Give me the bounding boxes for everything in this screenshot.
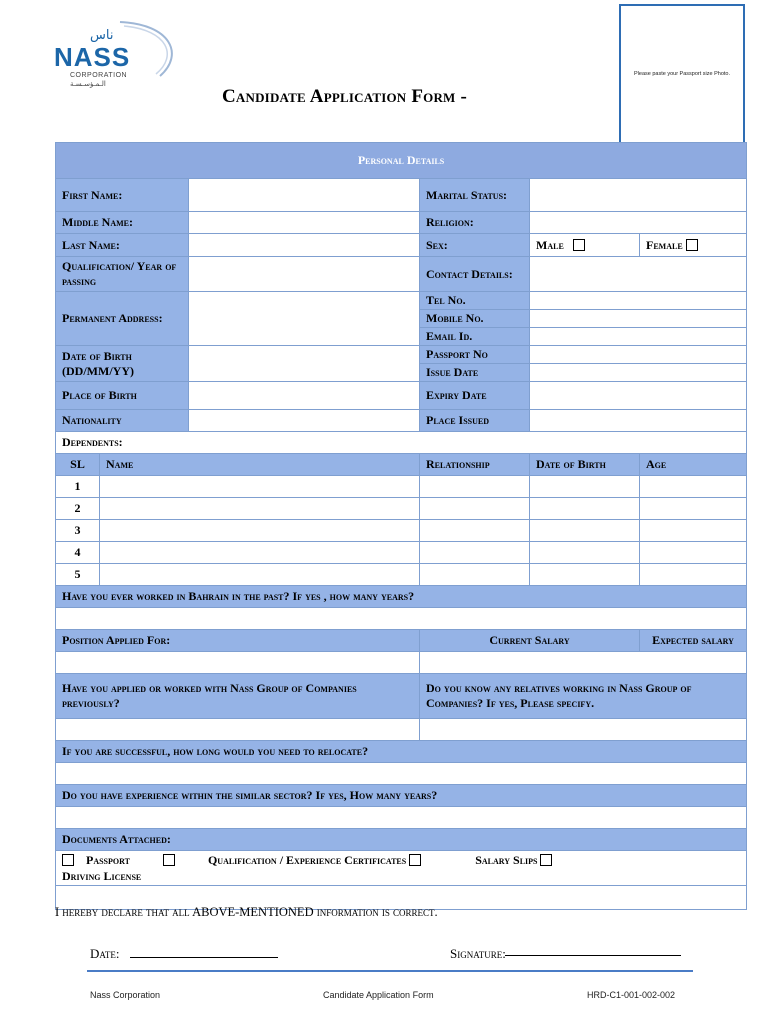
dependent-dob-field[interactable] (530, 476, 640, 498)
place-of-birth-field[interactable] (189, 382, 420, 410)
dependent-sl: 5 (56, 564, 100, 586)
row-address-tel (56, 292, 747, 310)
first-name-label: First Name: (56, 179, 189, 212)
col-header-sl: SL (56, 454, 100, 476)
date-signature-line[interactable] (130, 957, 278, 958)
nass-previous-question: Have you applied or worked with Nass Group of Companies previously? (56, 674, 420, 719)
photo-box[interactable] (619, 4, 745, 144)
row-nass-answers (56, 719, 747, 741)
bahrain-answer-field[interactable] (56, 608, 747, 630)
female-option[interactable] (640, 234, 747, 257)
dependent-name-field[interactable] (100, 498, 420, 520)
place-issued-field[interactable] (530, 410, 747, 432)
row-relocate-answer (56, 763, 747, 785)
row-dependents-label (56, 432, 747, 454)
date-label: Date: (90, 946, 120, 961)
logo-arabic-name: ناس (90, 28, 114, 43)
middle-name-label: Middle Name: (56, 212, 189, 234)
passport-no-field[interactable] (530, 346, 747, 364)
qualification-field[interactable] (189, 257, 420, 292)
middle-name-field[interactable] (189, 212, 420, 234)
religion-label: Religion: (420, 212, 530, 234)
col-header-dob: Date of Birth (530, 454, 640, 476)
dependent-age-field[interactable] (640, 542, 747, 564)
dependent-age-field[interactable] (640, 520, 747, 542)
personal-details-heading: Personal Details (56, 143, 747, 179)
expiry-date-field[interactable] (530, 382, 747, 410)
personal-details-header-row (56, 143, 747, 179)
qualification-doc-label: Qualification / Experience Certificates (207, 853, 407, 867)
documents-options (56, 851, 747, 886)
row-bahrain-question (56, 586, 747, 608)
row-last-name (56, 234, 747, 257)
passport-no-label: Passport No (420, 346, 530, 364)
email-label: Email Id. (420, 328, 530, 346)
email-field[interactable] (530, 328, 747, 346)
row-place-of-birth (56, 382, 747, 410)
form-title: Candidate Application Form - (222, 86, 467, 107)
footer-company: Nass Corporation (90, 990, 161, 1000)
sex-label: Sex: (420, 234, 530, 257)
dependent-row (56, 542, 747, 564)
male-label: Male (536, 237, 564, 252)
dependent-relationship-field[interactable] (420, 564, 530, 586)
dependent-row (56, 564, 747, 586)
application-form-table (55, 142, 747, 910)
dependent-age-field[interactable] (640, 476, 747, 498)
tel-field[interactable] (530, 292, 747, 310)
relatives-answer-field[interactable] (420, 719, 747, 741)
footer-form-name: Candidate Application Form (323, 990, 434, 1000)
place-issued-label: Place Issued (420, 410, 530, 432)
salary-doc-label: Salary Slips (475, 853, 538, 867)
dependent-name-field[interactable] (100, 520, 420, 542)
photo-instruction: Please paste your Passport size Photo. (634, 71, 730, 77)
position-applied-field[interactable] (56, 652, 420, 674)
dependent-sl: 1 (56, 476, 100, 498)
relatives-question: Do you know any relatives working in Nass Group of Companies? If yes, Please specify. (420, 674, 747, 719)
dependent-relationship-field[interactable] (420, 542, 530, 564)
row-experience-answer (56, 807, 747, 829)
religion-field[interactable] (530, 212, 747, 234)
mobile-label: Mobile No. (420, 310, 530, 328)
documents-attached-label: Documents Attached: (56, 829, 747, 851)
row-nass-questions (56, 674, 747, 719)
row-first-name (56, 179, 747, 212)
signature-label: Signature: (450, 946, 506, 961)
qualification-checkbox[interactable] (409, 854, 421, 866)
salary-field[interactable] (420, 652, 747, 674)
dependents-header-row (56, 454, 747, 476)
dependent-sl: 3 (56, 520, 100, 542)
first-name-field[interactable] (189, 179, 420, 212)
col-header-name: Name (100, 454, 420, 476)
qualification-label: Qualification/ Year of passing (56, 257, 189, 292)
issue-date-label: Issue Date (420, 364, 530, 382)
signature-line[interactable] (505, 955, 681, 956)
row-dob-passport (56, 346, 747, 364)
current-salary-label: Current Salary (420, 630, 640, 652)
dependent-dob-field[interactable] (530, 564, 640, 586)
dependent-sl: 4 (56, 542, 100, 564)
row-qualification (56, 257, 747, 292)
driving-license-label: Driving License (62, 869, 142, 883)
row-nationality (56, 410, 747, 432)
dependent-dob-field[interactable] (530, 520, 640, 542)
logo-subtitle: CORPORATION (70, 72, 128, 79)
place-of-birth-label: Place of Birth (56, 382, 189, 410)
issue-date-field[interactable] (530, 364, 747, 382)
col-header-relationship: Relationship (420, 454, 530, 476)
last-name-field[interactable] (189, 234, 420, 257)
logo-arabic-subtitle: الـمـؤسـسـة (70, 80, 106, 88)
contact-details-field[interactable] (530, 257, 747, 292)
driving-license-checkbox[interactable] (163, 854, 175, 866)
dependent-row (56, 498, 747, 520)
bahrain-question: Have you ever worked in Bahrain in the past? If yes , how many years? (56, 586, 747, 608)
nationality-label: Nationality (56, 410, 189, 432)
relocate-answer-field[interactable] (56, 763, 747, 785)
passport-doc-label: Passport (86, 853, 130, 867)
permanent-address-label: Permanent Address: (56, 292, 189, 346)
dependent-sl: 2 (56, 498, 100, 520)
male-checkbox[interactable] (573, 239, 585, 251)
female-label: Female (646, 237, 683, 252)
position-applied-label: Position Applied For: (56, 630, 420, 652)
row-documents-options (56, 851, 747, 886)
dependent-row (56, 476, 747, 498)
experience-answer-field[interactable] (56, 807, 747, 829)
footer-form-code: HRD-C1-001-002-002 (587, 990, 676, 1000)
dependent-age-field[interactable] (640, 564, 747, 586)
tel-label: Tel No. (420, 292, 530, 310)
dependent-age-field[interactable] (640, 498, 747, 520)
row-bahrain-answer (56, 608, 747, 630)
contact-details-label: Contact Details: (420, 257, 530, 292)
female-checkbox[interactable] (686, 239, 698, 251)
declaration-text: I hereby declare that all ABOVE-MENTIONED information is correct. (55, 905, 438, 919)
relocate-question: If you are successful, how long would you need to relocate? (56, 741, 747, 763)
passport-checkbox[interactable] (62, 854, 74, 866)
row-middle-name (56, 212, 747, 234)
dependent-row (56, 520, 747, 542)
permanent-address-field[interactable] (189, 292, 420, 346)
dependent-name-field[interactable] (100, 542, 420, 564)
experience-question: Do you have experience within the similar sector? If yes, How many years? (56, 785, 747, 807)
dependent-name-field[interactable] (100, 564, 420, 586)
dependent-dob-field[interactable] (530, 542, 640, 564)
row-relocate-question (56, 741, 747, 763)
nass-logo (50, 14, 180, 94)
footer-divider (87, 970, 693, 972)
dependent-relationship-field[interactable] (420, 498, 530, 520)
expected-salary-label: Expected salary (640, 630, 747, 652)
male-option[interactable] (530, 234, 640, 257)
col-header-age: Age (640, 454, 747, 476)
dependent-dob-field[interactable] (530, 498, 640, 520)
expiry-date-label: Expiry Date (420, 382, 530, 410)
salary-slips-checkbox[interactable] (540, 854, 552, 866)
last-name-label: Last Name: (56, 234, 189, 257)
row-position-answer (56, 652, 747, 674)
nationality-field[interactable] (189, 410, 420, 432)
dependent-relationship-field[interactable] (420, 476, 530, 498)
marital-status-label: Marital Status: (420, 179, 530, 212)
logo-brand-name: NASS (54, 42, 131, 72)
dependent-name-field[interactable] (100, 476, 420, 498)
mobile-field[interactable] (530, 310, 747, 328)
row-experience-question (56, 785, 747, 807)
dependents-label: Dependents: (56, 432, 747, 454)
nass-previous-answer-field[interactable] (56, 719, 420, 741)
date-of-birth-label: Date of Birth (DD/MM/YY) (56, 346, 189, 382)
row-documents-label (56, 829, 747, 851)
dependent-relationship-field[interactable] (420, 520, 530, 542)
date-of-birth-field[interactable] (189, 346, 420, 382)
marital-status-field[interactable] (530, 179, 747, 212)
row-position (56, 630, 747, 652)
